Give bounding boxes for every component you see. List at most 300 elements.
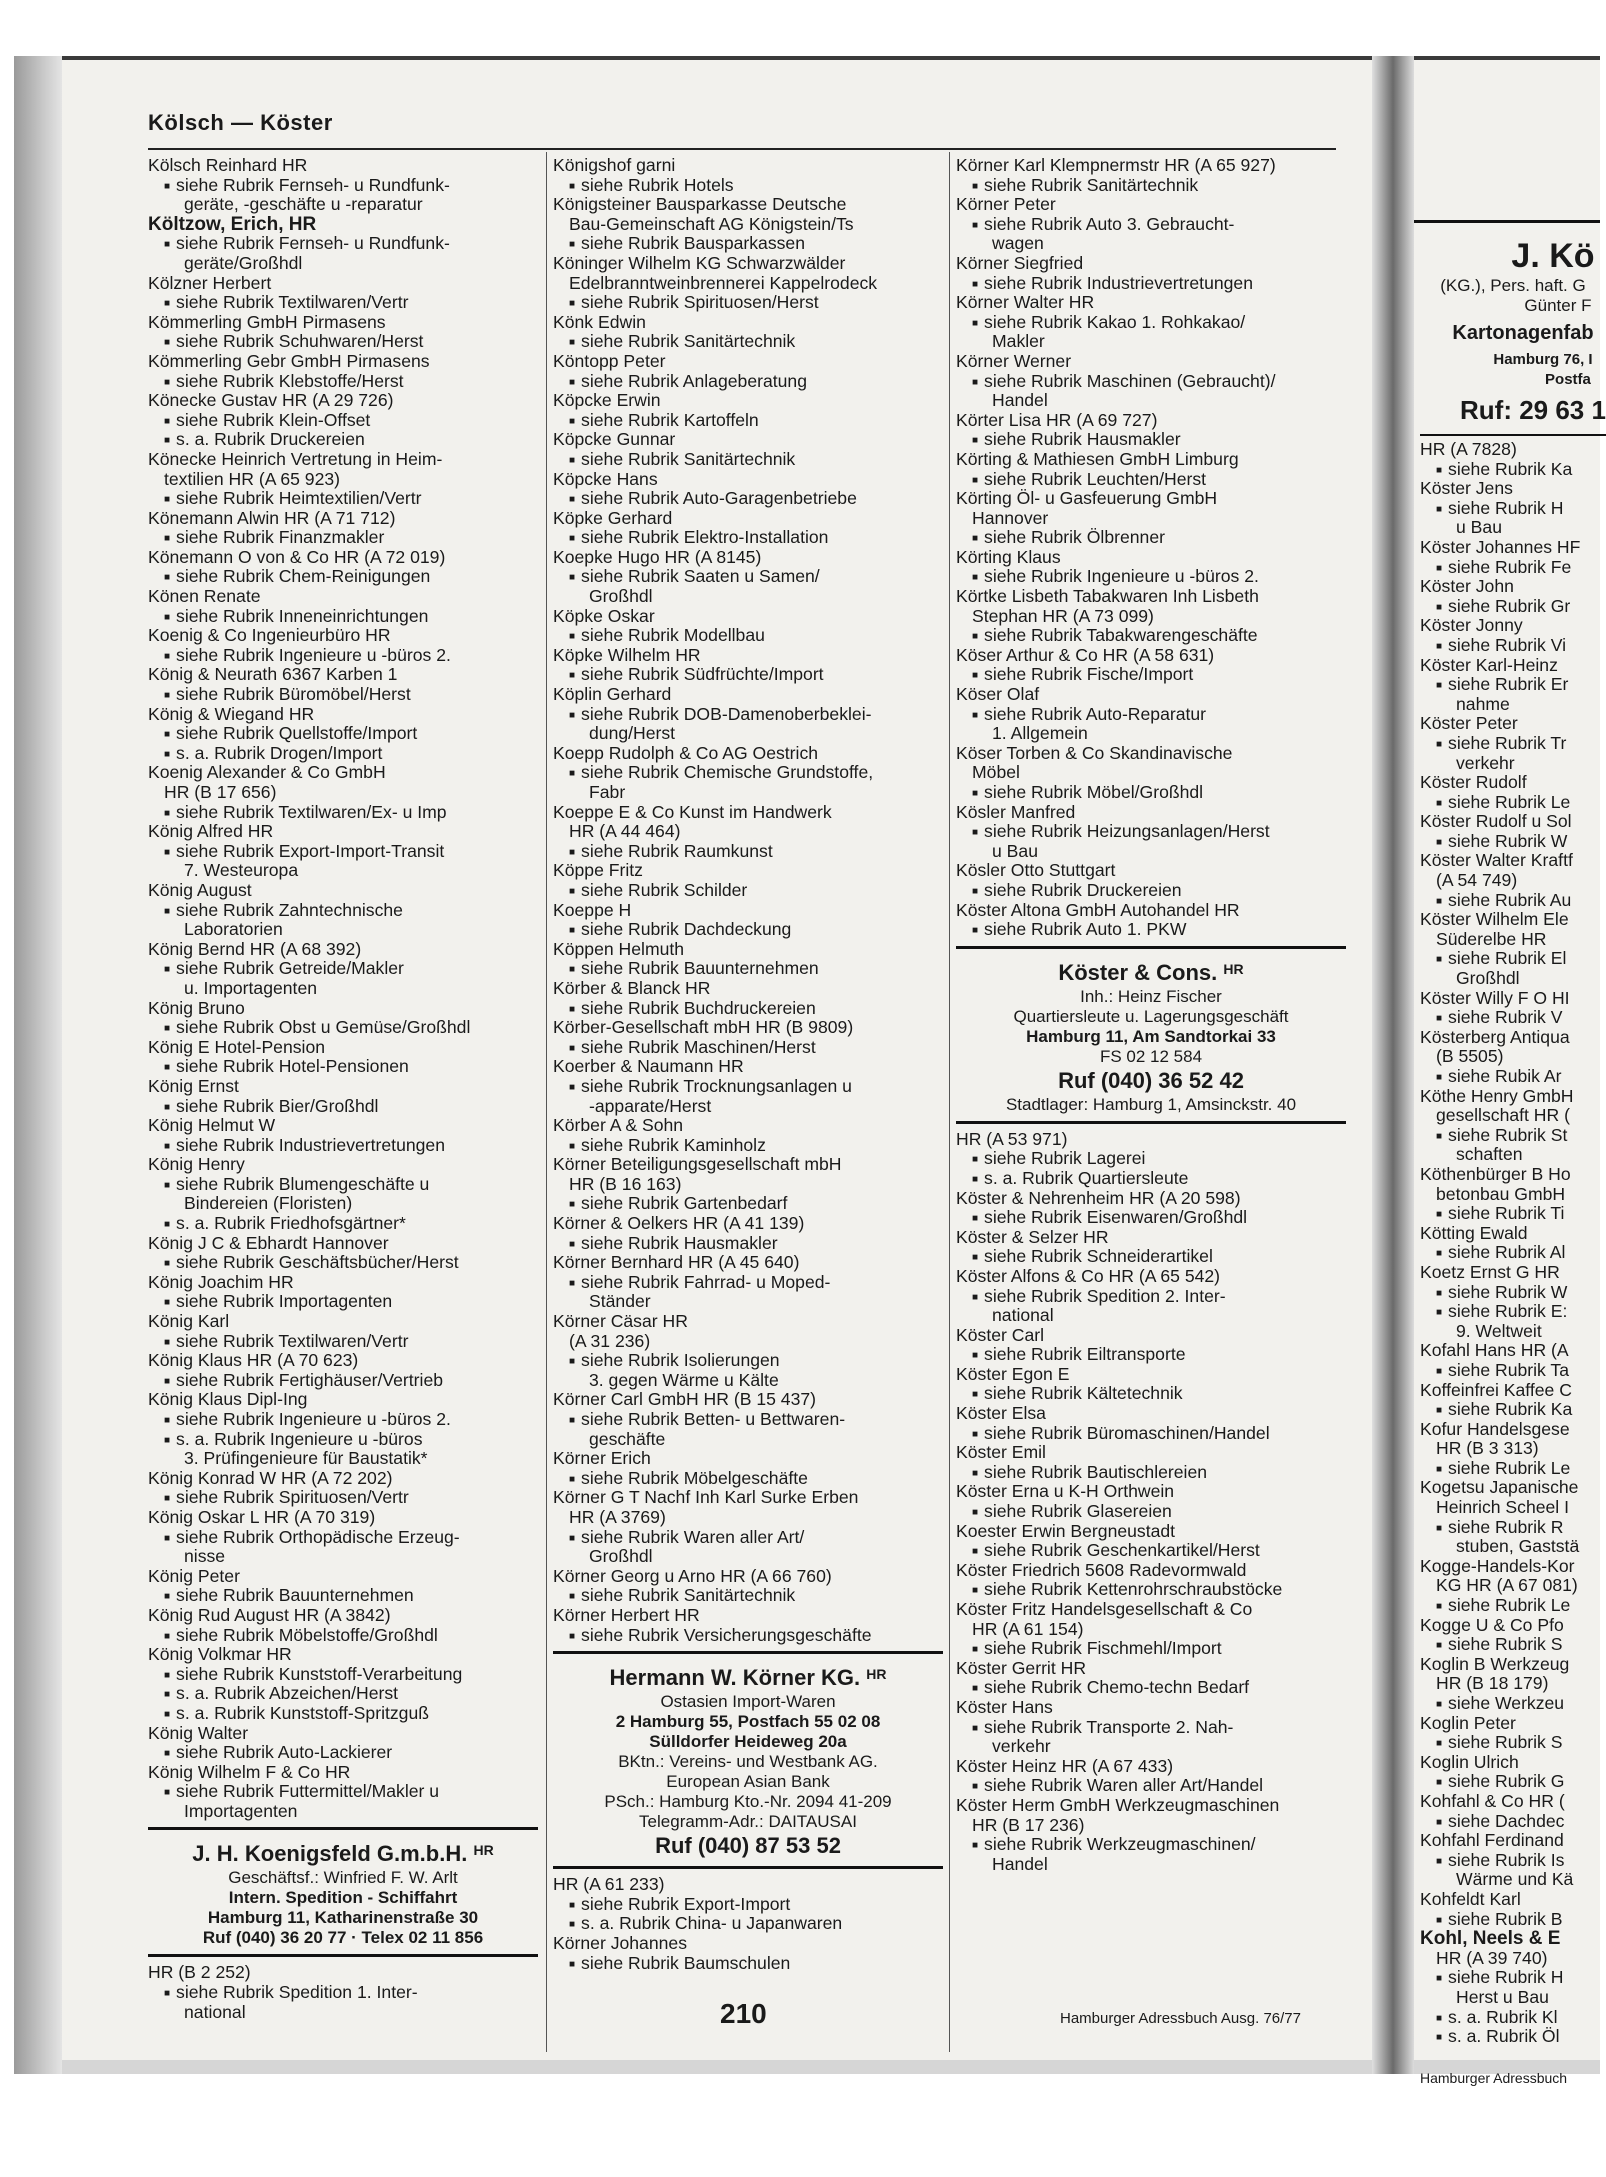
entry-detail: ■ siehe Rubrik Auto 1. PKW [956,920,1346,940]
directory-entry: Kötting Ewald [1420,1222,1528,1243]
entry-detail: Heinrich Scheel I [1436,1497,1569,1518]
entry-detail: ■ siehe Rubrik Sanitärtechnik [553,1586,943,1606]
ad-line: Günter F [1524,296,1592,315]
entry-detail: Wärme und Kä [1456,1869,1574,1890]
directory-entry: Kofur Handelsgese [1420,1418,1570,1439]
directory-entry: König Joachim HR [148,1271,294,1292]
ad-title-sup: HR [866,1666,887,1683]
entry-detail: Handel [992,1853,1048,1874]
directory-entry: Körber A & Sohn [553,1115,684,1136]
entry-detail: Herst u Bau [1456,1986,1549,2007]
directory-entry: Körner Herbert HR [553,1604,700,1625]
entry-detail: HR (B 17 656) [164,782,277,802]
directory-entry: Koglin Peter [1420,1712,1516,1733]
directory-entry: Köster Johannes HF [1420,536,1581,557]
directory-entry: Könecke Gustav HR (A 29 726) [148,390,394,411]
entry-detail: ■ siehe Rubrik Fe [1420,558,1606,578]
directory-entry: König Wilhelm F & Co HR [148,1761,351,1782]
directory-entry: Koepke Hugo HR (A 8145) [553,546,762,567]
entry-detail: ■ siehe Rubrik Bauunternehmen [553,959,943,979]
directory-entry: HR (B 2 252) [148,1962,251,1983]
entry-detail: ■ siehe Rubrik Hausmakler [956,430,1346,450]
entry-detail: ■ siehe Rubrik Bauunternehmen [148,1586,538,1606]
entry-detail: ■ siehe Rubrik Möbelgeschäfte [553,1469,943,1489]
directory-entry: Koeppe H [553,899,632,920]
entry-detail: ■ siehe Rubrik Tabakwarengeschäfte [956,626,1346,646]
entry-detail: ■ siehe Rubrik H [1420,499,1606,519]
entry-detail: ■ siehe Rubrik Textilwaren/Ex- u Imp [148,803,538,823]
entry-detail: ■ siehe Rubrik Auto-Reparatur [956,705,1346,725]
column-2 [553,156,943,1973]
entry-detail: HR (A 44 464) [569,821,681,842]
entry-detail: ■ siehe Rubrik Le [1420,1459,1606,1479]
entry-detail: ■ siehe Rubrik Gr [1420,597,1606,617]
directory-entry: Köninger Wilhelm KG Schwarzwälder [553,252,846,273]
entry-detail: ■ siehe Rubrik Ka [1420,1400,1606,1420]
directory-entry: Köster Hans [956,1696,1053,1717]
directory-entry: Köser Arthur & Co HR (A 58 631) [956,644,1215,665]
entry-detail: 3. Prüfingenieure für Baustatik* [184,1448,428,1469]
entry-detail: ■ siehe Rubrik Möbelstoffe/Großhdl [148,1626,538,1646]
entry-detail: textilien HR (A 65 923) [164,468,341,489]
entry-detail: ■ siehe Rubrik Isolierungen [553,1351,943,1371]
entry-detail: ■ siehe Rubrik Klebstoffe/Herst [148,372,538,392]
entry-detail: ■ siehe Rubrik Auto-Garagenbetriebe [553,489,943,509]
entry-detail: u. Importagenten [184,977,318,998]
entry-detail: ■ siehe Rubrik Orthopädische Erzeug- [148,1528,538,1548]
directory-entry: Köpcke Hans [553,468,658,489]
directory-entry: Kösterberg Antiqua [1420,1026,1570,1047]
entry-detail: ■ s. a. Rubrik Abzeichen/Herst [148,1684,538,1704]
directory-entry: Körner Carl GmbH HR (B 15 437) [553,1389,817,1410]
directory-entry: Körner G T Nachf Inh Karl Surke Erben [553,1487,859,1508]
entry-detail: ■ siehe Werkzeu [1420,1694,1606,1714]
entry-detail: ■ siehe Rubrik Raumkunst [553,842,943,862]
entry-detail: HR (B 17 236) [972,1814,1085,1835]
entry-detail: ■ siehe Rubrik Büromaschinen/Handel [956,1424,1346,1444]
directory-entry: Köster Jens [1420,478,1513,499]
directory-entry: Köthenbürger B Ho [1420,1163,1571,1184]
directory-entry: Körting Öl- u Gasfeuerung GmbH [956,488,1218,509]
ad-address: 2 Hamburg 55, Postfach 55 02 08 [615,1712,881,1732]
page-header: Kölsch — Köster [148,110,333,135]
directory-entry: Kohfeldt Karl [1420,1888,1521,1909]
directory-entry: Körner Georg u Arno HR (A 66 760) [553,1565,832,1586]
entry-detail: ■ siehe Rubrik Anlageberatung [553,372,943,392]
entry-detail: ■ siehe Rubrik Spedition 2. Inter- [956,1287,1346,1307]
entry-detail: ■ siehe Rubrik Chemische Grundstoffe, [553,763,943,783]
entry-detail: ■ siehe Rubrik R [1420,1518,1606,1538]
directory-entry: Köster Heinz HR (A 67 433) [956,1755,1174,1776]
ad-rule [956,946,1346,949]
entry-detail: Hannover [972,507,1049,528]
entry-detail: ■ siehe Dachdec [1420,1812,1606,1832]
entry-detail: ■ s. a. Rubrik Ingenieure u -büros [148,1430,538,1450]
directory-entry: Köpke Gerhard [553,507,673,528]
entry-detail: ■ siehe Rubrik Blumengeschäfte u [148,1175,538,1195]
page-number: 210 [720,1998,767,2029]
entry-detail: ■ siehe Rubrik DOB-Damenoberbeklei- [553,705,943,725]
entry-detail: ■ siehe Rubrik Kakao 1. Rohkakao/ [956,313,1346,333]
directory-entry: Köster Emil [956,1442,1046,1463]
directory-entry: Kogge-Handels-Kor [1420,1555,1575,1576]
entry-detail: Großhdl [1456,968,1520,989]
directory-entry: König Alfred HR [148,821,274,842]
entry-detail: ■ siehe Rubrik Waren aller Art/Handel [956,1776,1346,1796]
next-page-ad [1420,216,1606,430]
entry-detail: ■ siehe Rubrik Ti [1420,1204,1606,1224]
directory-entry: Köster Alfons & Co HR (A 65 542) [956,1265,1221,1286]
entry-detail: Großhdl [589,586,653,607]
entry-list [956,156,1346,940]
entry-detail: 1. Allgemein [992,723,1088,744]
directory-entry: Költzow, Erich, HR [148,213,317,235]
entry-detail: ■ siehe Rubrik Ka [1420,460,1606,480]
directory-entry: Könemann Alwin HR (A 71 712) [148,507,396,528]
directory-entry: König Helmut W [148,1115,276,1136]
entry-detail: verkehr [992,1736,1051,1757]
entry-detail: ■ siehe Rubrik Waren aller Art/ [553,1528,943,1548]
ad-line: Intern. Spedition - Schiffahrt [228,1888,458,1908]
entry-detail: ■ siehe Rubrik Betten- u Bettwaren- [553,1410,943,1430]
directory-entry: Körner Siegfried [956,252,1084,273]
entry-detail: ■ siehe Rubrik S [1420,1635,1606,1655]
entry-detail: Makler [992,331,1045,352]
directory-entry: Kölsch Reinhard HR [148,155,308,175]
entry-detail: ■ siehe Rubrik Sanitärtechnik [553,450,943,470]
entry-detail: ■ s. a. Rubrik Friedhofsgärtner* [148,1214,538,1234]
entry-detail: ■ siehe Rubrik Geschenkartikel/Herst [956,1541,1346,1561]
ad-address: Hamburg 11, Am Sandtorkai 33 [1026,1026,1276,1046]
directory-entry: Köster John [1420,576,1514,597]
entry-detail: ■ siehe Rubrik Hausmakler [553,1234,943,1254]
directory-entry: Kömmerling GmbH Pirmasens [148,311,386,332]
entry-detail: verkehr [1456,752,1515,773]
ad-title-text: Hermann W. Körner KG. [609,1665,861,1691]
ad-line: Quartiersleute u. Lagerungsgeschäft [1013,1006,1289,1026]
directory-entry: Körter Lisa HR (A 69 727) [956,409,1158,430]
entry-detail: 7. Westeuropa [184,860,299,881]
directory-entry: Körber-Gesellschaft mbH HR (B 9809) [553,1017,854,1038]
directory-entry: Körting & Mathiesen GmbH Limburg [956,448,1239,469]
directory-entry: Kogge U & Co Pfo [1420,1614,1564,1635]
entry-detail: ■ siehe Rubrik Obst u Gemüse/Großhdl [148,1018,538,1038]
directory-entry: Körting Klaus [956,546,1061,567]
entry-detail: (B 5505) [1436,1046,1504,1067]
book-gutter [1372,56,1414,2074]
directory-entry: HR (A 7828) [1420,439,1517,459]
entry-detail: ■ siehe Rubrik Dachdeckung [553,920,943,940]
directory-entry: Körner Beteiligungsgesellschaft mbH [553,1154,842,1175]
ad-address: Hamburg 11, Katharinenstraße 30 [207,1908,479,1928]
entry-detail: ■ siehe Rubrik Kunststoff-Verarbeitung [148,1665,538,1685]
entry-detail: Fabr [589,782,626,802]
entry-detail: ■ siehe Rubrik G [1420,1772,1606,1792]
entry-detail: (A 31 236) [569,1330,651,1351]
entry-detail: ■ siehe Rubrik Maschinen/Herst [553,1038,943,1058]
entry-detail: ■ siehe Rubrik Südfrüchte/Import [553,665,943,685]
entry-detail: ■ siehe Rubrik B [1420,1910,1606,1930]
directory-entry: König E Hotel-Pension [148,1036,326,1057]
directory-entry: Köster Gerrit HR [956,1657,1087,1678]
entry-detail: ■ siehe Rubrik Eiltransporte [956,1345,1346,1365]
entry-detail: 9. Weltweit [1456,1320,1542,1341]
entry-detail: ■ siehe Rubrik Fische/Import [956,665,1346,685]
entry-detail: ■ siehe Rubrik Chemo-techn Bedarf [956,1678,1346,1698]
entry-detail: ■ siehe Rubrik St [1420,1126,1606,1146]
directory-entry: Köster Wilhelm Ele [1420,909,1569,930]
directory-entry: König Ernst [148,1075,239,1096]
directory-entry: Kömmerling Gebr GmbH Pirmasens [148,350,430,371]
directory-entry: Köpke Wilhelm HR [553,644,701,665]
ad-address: Hamburg 76, I [1493,351,1593,368]
entry-detail: 3. gegen Wärme u Kälte [589,1369,779,1390]
directory-entry: Köster Egon E [956,1363,1070,1384]
entry-detail: ■ siehe Rubrik Schilder [553,881,943,901]
directory-entry: Körner Erich [553,1448,651,1469]
header-rule [148,148,1336,150]
entry-detail: Importagenten [184,1800,298,1821]
directory-entry: König Klaus Dipl-Ing [148,1389,308,1410]
entry-detail: ■ siehe Rubrik Büromöbel/Herst [148,685,538,705]
entry-detail: ■ siehe Rubrik Spedition 1. Inter- [148,1983,538,2003]
ad-rule [956,1121,1346,1124]
ad-title [956,955,1346,987]
directory-entry: Köster Friedrich 5608 Radevormwald [956,1559,1247,1580]
entry-detail: ■ siehe Rubrik Auto 3. Gebraucht- [956,215,1346,235]
directory-entry: König Klaus HR (A 70 623) [148,1350,359,1371]
directory-entry: Königshof garni [553,155,676,175]
entry-detail: ■ siehe Rubrik Fischmehl/Import [956,1639,1346,1659]
directory-entry: König & Wiegand HR [148,703,315,724]
ad-phone: Ruf: 29 63 1 [1460,395,1606,425]
entry-detail: KG HR (A 67 081) [1436,1575,1578,1596]
directory-entry: Könen Renate [148,586,261,607]
entry-detail: (A 54 749) [1436,870,1518,891]
entry-detail: ■ siehe Rubrik H [1420,1968,1606,1988]
entry-detail: ■ siehe Rubrik Auto-Lackierer [148,1743,538,1763]
directory-entry: Kogetsu Japanische [1420,1477,1579,1498]
ad-line: Ostasien Import-Waren [660,1692,836,1712]
directory-entry: Körner Werner [956,350,1072,371]
entry-list [148,156,538,1821]
entry-detail: ■ siehe Rubrik Industrievertretungen [956,274,1346,294]
entry-detail: ■ siehe Rubrik Is [1420,1851,1606,1871]
entry-detail: ■ siehe Rubrik Maschinen (Gebraucht)/ [956,372,1346,392]
directory-entry: Köster Karl-Heinz [1420,654,1558,675]
entry-detail: ■ siehe Rubrik Schuhwaren/Herst [148,332,538,352]
book-spine-edge [14,56,62,2074]
entry-detail: ■ siehe Rubrik Klein-Offset [148,411,538,431]
entry-detail: ■ siehe Rubrik Bier/Großhdl [148,1097,538,1117]
entry-detail: ■ siehe Rubrik Leuchten/Herst [956,470,1346,490]
directory-entry: Köplin Gerhard [553,684,672,705]
directory-entry: Koerber & Naumann HR [553,1056,744,1077]
directory-entry: König Rud August HR (A 3842) [148,1604,391,1625]
entry-detail: ■ siehe Rubrik Kettenrohrschraubstöcke [956,1580,1346,1600]
entry-detail: ■ siehe Rubrik Zahntechnische [148,901,538,921]
entry-detail: ■ siehe Rubrik Fernseh- u Rundfunk- [148,234,538,254]
publication-footer: Hamburger Adressbuch Ausg. 76/77 [1060,2010,1301,2027]
column-divider [949,152,950,2052]
entry-detail: ■ siehe Rubrik Au [1420,891,1606,911]
ad-line: Kartonagenfab [1452,322,1594,344]
directory-entry: Koglin B Werkzeug [1420,1653,1570,1674]
directory-entry: Königsteiner Bausparkasse Deutsche [553,194,847,215]
ad-title: J. Kö [1511,237,1595,275]
entry-detail: geräte/Großhdl [184,252,303,273]
entry-detail: nahme [1456,693,1510,714]
entry-detail: ■ siehe Rubrik Importagenten [148,1292,538,1312]
entry-detail: ■ siehe Rubrik S [1420,1733,1606,1753]
directory-entry: Köser Olaf [956,684,1040,705]
entry-detail: ■ siehe Rubrik Fahrrad- u Moped- [553,1273,943,1293]
entry-detail: stuben, Gaststä [1456,1536,1580,1557]
entry-detail: ■ siehe Rubrik Druckereien [956,881,1346,901]
entry-detail: Handel [992,390,1048,411]
entry-detail: national [184,2001,246,2022]
directory-entry: Koenig Alexander & Co GmbH [148,762,386,783]
entry-detail: ■ siehe Rubrik Ölbrenner [956,528,1346,548]
entry-detail: ■ siehe Rubrik Textilwaren/Vertr [148,1332,538,1352]
ad-rule [1420,434,1606,436]
entry-detail: Großhdl [589,1546,653,1567]
directory-entry: König Konrad W HR (A 72 202) [148,1467,393,1488]
directory-entry: Kösler Otto Stuttgart [956,860,1116,881]
directory-entry: Körtke Lisbeth Tabakwaren Inh Lisbeth [956,586,1259,607]
column-divider [546,152,547,2052]
ad-line: FS 02 12 584 [1099,1046,1203,1066]
directory-entry: Körner Karl Klempnermstr HR (A 65 927) [956,155,1276,175]
directory-entry: König Henry [148,1154,245,1175]
entry-detail: u Bau [1456,517,1502,538]
directory-entry: Körner Johannes [553,1932,687,1953]
entry-detail: HR (B 18 179) [1436,1673,1549,1694]
ad-line: BKtn.: Vereins- und Westbank AG. [618,1752,878,1772]
ad-phone: Ruf (040) 87 53 52 [655,1833,841,1859]
entry-detail: ■ siehe Rubrik Ingenieure u -büros 2. [148,1410,538,1430]
directory-entry: Kölzner Herbert [148,272,272,293]
directory-entry: König Karl [148,1311,230,1332]
entry-detail: ■ siehe Rubrik E: [1420,1302,1606,1322]
entry-list [553,156,943,1645]
entry-detail: ■ siehe Rubrik Er [1420,675,1606,695]
ad-address: Sülldorfer Heideweg 20a [649,1732,847,1752]
entry-detail: ■ siehe Rubrik Export-Import-Transit [148,842,538,862]
entry-detail: Bindereien (Floristen) [184,1193,353,1214]
entry-detail: ■ siehe Rubrik Ta [1420,1361,1606,1381]
ad-title [148,1836,538,1868]
entry-detail: ■ siehe Rubrik Gartenbedarf [553,1194,943,1214]
directory-entry: Koepp Rudolph & Co AG Oestrich [553,742,819,763]
entry-detail: ■ siehe Rubrik Möbel/Großhdl [956,783,1346,803]
entry-detail: ■ siehe Rubrik El [1420,949,1606,969]
directory-entry: Köster Walter Kraftf [1420,850,1573,871]
directory-entry: Kohl, Neels & E [1420,1928,1561,1950]
ad-line: Telegramm-Adr.: DAITAUSAI [639,1812,857,1832]
entry-detail: ■ siehe Rubrik Spirituosen/Vertr [148,1488,538,1508]
entry-detail: ■ siehe Rubrik Finanzmakler [148,528,538,548]
entry-detail: ■ siehe Rubrik Fertighäuser/Vertrieb [148,1371,538,1391]
directory-entry: Köster Peter [1420,713,1518,734]
entry-detail: Bau-Gemeinschaft AG Königstein/Ts [569,213,854,234]
ad-line: Geschäftsf.: Winfried F. W. Arlt [228,1868,458,1888]
entry-detail: ■ siehe Rubrik Le [1420,793,1606,813]
entry-detail: -apparate/Herst [589,1095,712,1116]
directory-entry: Köster Jonny [1420,615,1523,636]
ad-rule [553,1866,943,1869]
entry-detail: geräte, -geschäfte u -reparatur [184,194,423,215]
directory-entry: Koeppe E & Co Kunst im Handwerk [553,801,832,822]
directory-entry: König Bernd HR (A 68 392) [148,938,362,959]
ad-rule [148,1954,538,1957]
entry-detail: ■ siehe Rubrik V [1420,1008,1606,1028]
ad-title-sup: HR [1223,960,1244,977]
ad-phone: Ruf (040) 36 52 42 [1058,1067,1244,1093]
ad-rule [553,1651,943,1654]
entry-detail: ■ siehe Rubrik Trocknungsanlagen u [553,1077,943,1097]
entry-detail: HR (B 16 163) [569,1173,682,1194]
entry-detail: ■ siehe Rubrik Kaminholz [553,1136,943,1156]
entry-detail: ■ siehe Rubrik Baumschulen [553,1954,943,1974]
entry-detail: ■ siehe Rubrik Bautischlereien [956,1463,1346,1483]
entry-detail: HR (A 61 154) [972,1618,1084,1639]
directory-entry: König Oskar L HR (A 70 319) [148,1506,376,1527]
entry-detail: ■ siehe Rubrik Lagerei [956,1149,1346,1169]
entry-detail: ■ siehe Rubrik W [1420,832,1606,852]
directory-entry: König J C & Ebhardt Hannover [148,1232,389,1253]
entry-detail: ■ siehe Rubrik Geschäftsbücher/Herst [148,1253,538,1273]
directory-entry: Koffeinfrei Kaffee C [1420,1379,1572,1400]
entry-detail: ■ s. a. Rubrik Öl [1420,2027,1606,2047]
directory-entry: Körner Peter [956,194,1056,215]
entry-detail: Edelbranntweinbrennerei Kappelrodeck [569,272,878,293]
entry-detail: ■ siehe Rubrik Hotels [553,176,943,196]
entry-detail: ■ siehe Rubrik Industrievertretungen [148,1136,538,1156]
entry-detail: ■ s. a. Rubrik Druckereien [148,430,538,450]
entry-detail: HR (A 39 740) [1436,1947,1548,1968]
entry-detail: ■ siehe Rubrik Le [1420,1596,1606,1616]
entry-detail: ■ siehe Rubrik Bausparkassen [553,234,943,254]
publication-footer: Hamburger Adressbuch [1420,2070,1568,2086]
entry-detail: national [992,1305,1054,1326]
entry-detail: ■ siehe Rubrik Inneneinrichtungen [148,607,538,627]
entry-detail: ■ siehe Rubrik Al [1420,1243,1606,1263]
entry-list [956,1130,1346,1875]
entry-detail: ■ siehe Rubrik Kältetechnik [956,1384,1346,1404]
directory-entry: Köpcke Erwin [553,390,661,411]
entry-detail: ■ siehe Rubrik Hotel-Pensionen [148,1057,538,1077]
directory-entry: Köster & Selzer HR [956,1226,1109,1247]
advertisement-koerner [553,1651,943,1869]
ad-line: Stadtlager: Hamburg 1, Amsinckstr. 40 [1005,1094,1297,1114]
entry-detail: ■ siehe Rubrik W [1420,1283,1606,1303]
entry-detail: HR (A 3769) [569,1506,666,1527]
entry-detail: Stephan HR (A 73 099) [972,605,1154,626]
ad-title [553,1660,943,1692]
ad-line: (KG.), Pers. haft. G [1440,276,1586,295]
ad-line: PSch.: Hamburg Kto.-Nr. 2094 41-209 [604,1792,892,1812]
entry-detail: ■ siehe Rubrik Versicherungsgeschäfte [553,1626,943,1646]
directory-entry: Kohfahl Ferdinand [1420,1830,1564,1851]
entry-detail: ■ siehe Rubrik Chem-Reinigungen [148,567,538,587]
directory-entry: König Walter [148,1722,249,1743]
directory-entry: HR (A 61 233) [553,1874,665,1895]
entry-list [148,1963,538,2022]
directory-entry: Köser Torben & Co Skandinavische [956,742,1233,763]
directory-entry: Körner Cäsar HR [553,1311,688,1332]
entry-detail: Möbel [972,762,1020,783]
